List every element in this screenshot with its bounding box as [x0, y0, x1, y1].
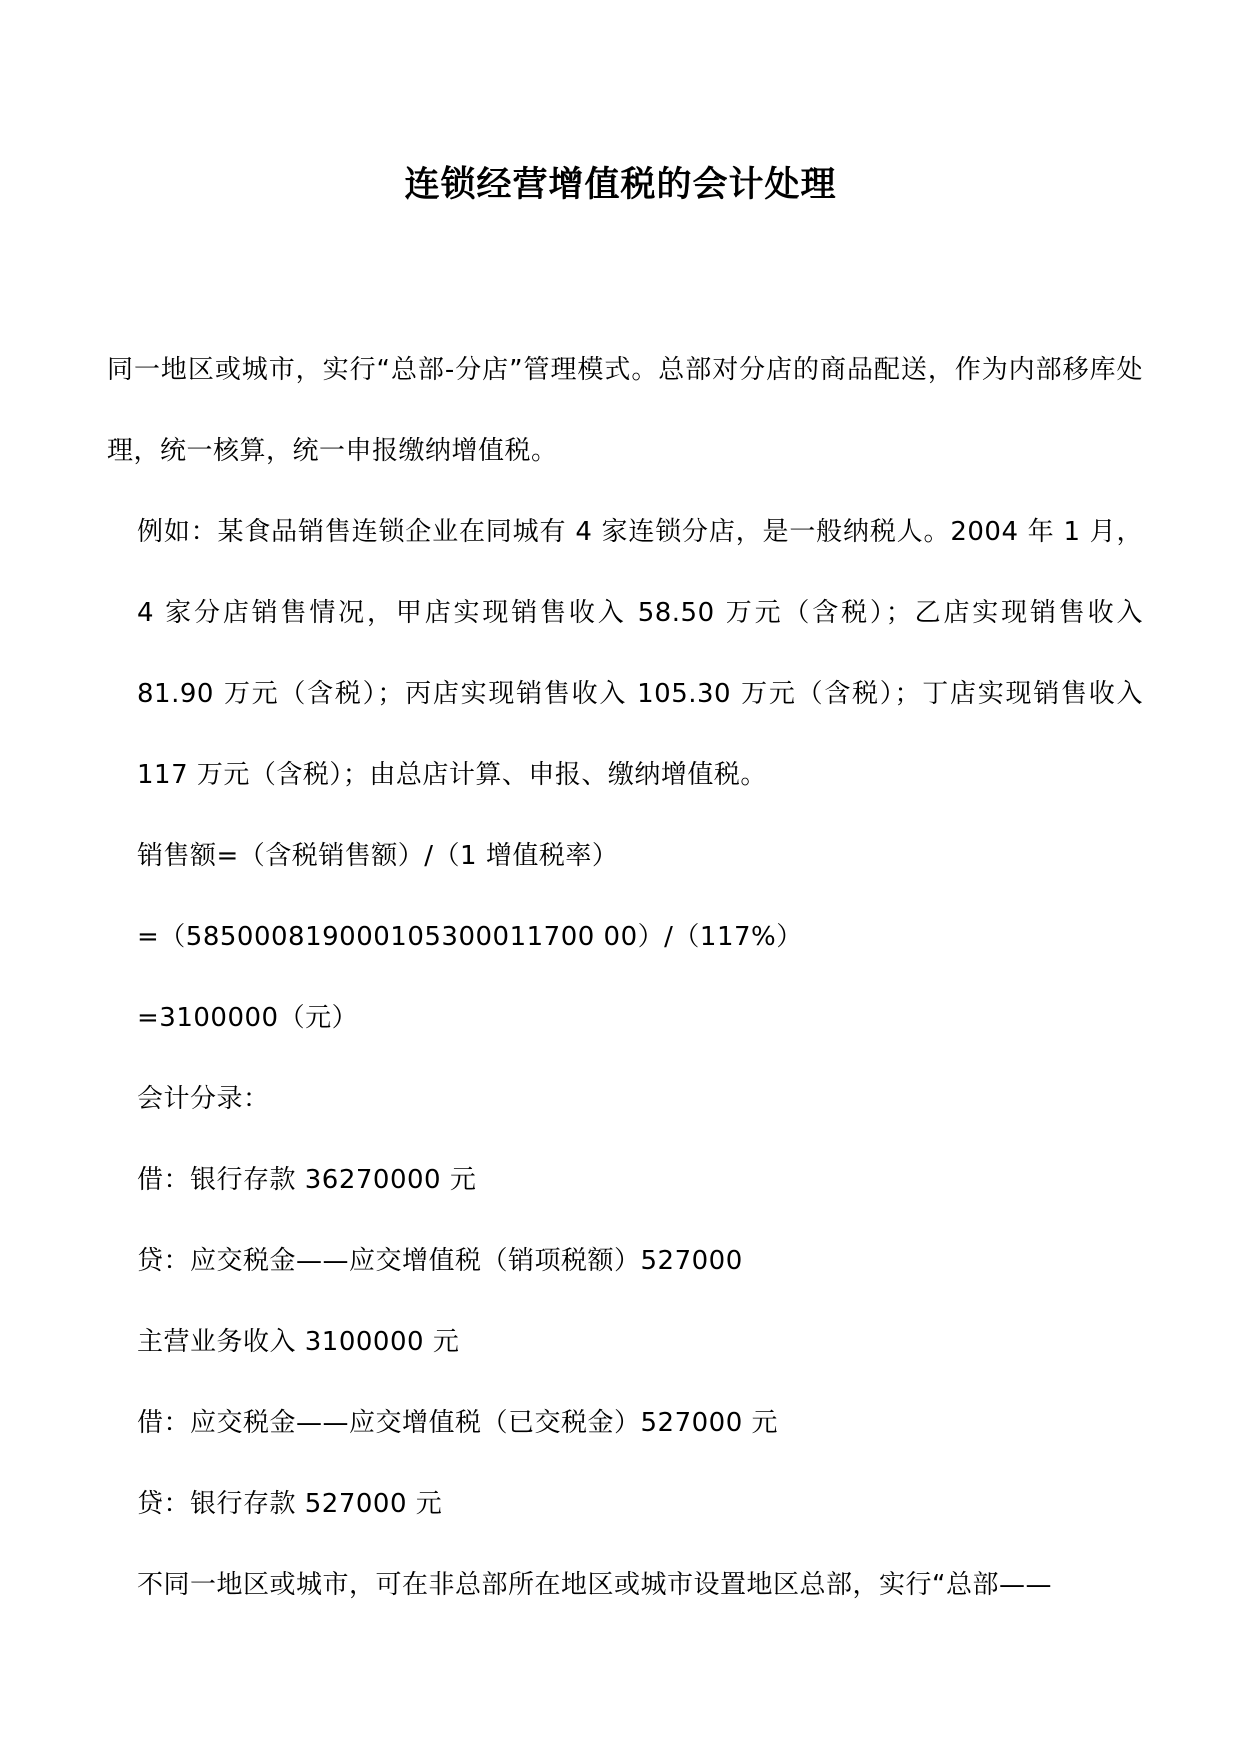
paragraph-intro: 同一地区或城市，实行“总部-分店”管理模式。总部对分店的商品配送，作为内部移库处理，统一核算，统一申报缴纳增值税。: [107, 355, 1143, 466]
paragraph-example: 例如：某食品销售连锁企业在同城有 4 家连锁分店，是一般纳税人。2004 年 1 月，4 家分店销售情况，甲店实现销售收入 58.50 万元（含税）；乙店实现销售收入 81.90 万元（含税）；丙店实现销售收入 105.30 万元（含税）；丁店实现销售收入 117 万元（含税）；由总店计算、申报、缴纳增值税。: [137, 517, 1143, 790]
formula-line: =（585000819000105300011700 00）/（117%）: [137, 922, 803, 952]
document-title: 连锁经营增值税的会计处理: [404, 164, 837, 205]
document-body: [107, 330, 1143, 1626]
formula-line: 销售额=（含税销售额）/（1 增值税率）: [137, 841, 619, 871]
entries-heading: 会计分录：: [137, 1084, 270, 1114]
journal-entry: 主营业务收入 3100000 元: [137, 1327, 460, 1357]
journal-entry: 借：银行存款 36270000 元: [137, 1165, 477, 1195]
journal-entry: 借：应交税金——应交增值税（已交税金）527000 元: [137, 1408, 779, 1438]
journal-entry: 贷：银行存款 527000 元: [137, 1489, 443, 1519]
journal-entry: 贷：应交税金——应交增值税（销项税额）527000: [137, 1246, 743, 1276]
paragraph-other-region: 不同一地区或城市，可在非总部所在地区或城市设置地区总部，实行“总部——: [137, 1570, 1052, 1600]
formula-result: =3100000（元）: [137, 1003, 359, 1033]
